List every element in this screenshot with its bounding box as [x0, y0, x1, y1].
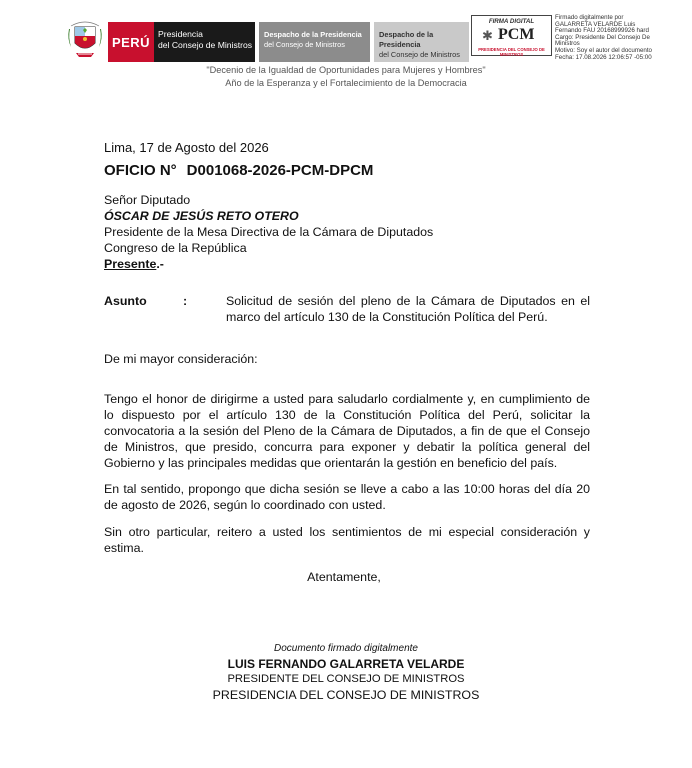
closing-text: Atentamente, [307, 570, 381, 584]
sig-info-line: Firmado digitalmente por [555, 14, 624, 21]
star-icon: ✱ [482, 28, 493, 43]
despacho-header-block-1 [259, 22, 370, 62]
presente-suffix: .- [156, 257, 164, 271]
closing [0, 569, 692, 585]
despacho-2-line-2: del Consejo de Ministros [379, 50, 460, 59]
stamp-label: FIRMA DIGITAL [488, 18, 535, 25]
oficio-heading [104, 163, 373, 179]
addressee-salutation: Señor Diputado [104, 193, 191, 207]
stamp-pcm-logo: PCM [498, 26, 535, 43]
sig-info-line: Fernando FAU 20168999926 hard [555, 27, 649, 35]
letter-date: Lima, 17 de Agosto del 2026 [104, 140, 269, 155]
signer-name: LUIS FERNANDO GALARRETA VELARDE [227, 657, 465, 671]
pcm-header-block [154, 22, 255, 62]
presente-word: Presente [104, 257, 157, 271]
addressee-org: Congreso de la República [104, 241, 247, 255]
national-crest-logo [66, 17, 104, 61]
asunto-colon: : [183, 294, 188, 308]
sig-info-line: Ministros [555, 40, 580, 48]
peru-brand-text: PERÚ [111, 34, 151, 50]
oficio-label: OFICIO N° [104, 162, 177, 179]
addressee-name: ÓSCAR DE JESÚS RETO OTERO [104, 209, 299, 223]
addressee-role: Presidente de la Mesa Directiva de la Cámara de Diputados [104, 225, 434, 239]
asunto-label: Asunto [104, 294, 147, 308]
asunto-text: Solicitud de sesión del pleno de la Cámara de Diputados en el marco del artículo 130 de la Constitución Política del Perú. [226, 294, 590, 324]
presente-line [104, 256, 433, 272]
digital-signature-info [555, 15, 687, 61]
addressee-block [104, 192, 433, 272]
despacho-1-line-2: del Consejo de Ministros [264, 40, 345, 49]
paragraph-3: Sin otro particular, reitero a usted los sentimientos de mi especial consideración y estima. [104, 525, 590, 555]
sig-info-line: Motivo: Soy el autor del documento [555, 46, 652, 54]
pcm-line-2: del Consejo de Ministros [158, 39, 253, 50]
signer-title: PRESIDENTE DEL CONSEJO DE MINISTROS [227, 673, 465, 685]
pcm-line-1: Presidencia [158, 29, 203, 39]
sig-info-line: Cargo: Presidente Del Consejo De [555, 33, 650, 41]
sig-info-line: GALARRETA VELARDE Luis [555, 20, 636, 28]
paragraph-2: En tal sentido, propongo que dicha sesión se lleve a cabo a las 10:00 horas del día 20 de agosto de 2026, según lo coordinado con usted. [104, 482, 590, 512]
signature-note: Documento firmado digitalmente [274, 643, 418, 654]
greeting: De mi mayor consideración: [104, 352, 258, 366]
digital-signature-stamp [471, 15, 552, 56]
peru-brand-logo [108, 22, 154, 62]
despacho-2-line-1: Despacho de la Presidencia [379, 30, 434, 49]
despacho-1-line-1: Despacho de la Presidencia [264, 30, 362, 39]
signer-entity: PRESIDENCIA DEL CONSEJO DE MINISTROS [212, 688, 480, 702]
paragraph-1: Tengo el honor de dirigirme a usted para saludarlo cordialmente y, en cumplimiento de lo dispuesto por el artículo 130 de la Constitución Política del Perú, solicitar la convocatoria a la sesión del Pleno de la Cámara de Diputados, a fin de que el Consejo de Ministros, que presido, concurra para exponer y debatir la política general del Gobierno y las principales medidas que orientarán la gestión en beneficio del país. [104, 392, 590, 470]
sig-info-line: Fecha: 17.08.2026 12:06:57 -05:00 [555, 53, 652, 61]
oficio-number: D001068-2026-PCM-DPCM [186, 162, 374, 179]
year-motto: Año de la Esperanza y el Fortalecimiento de la Democracia [225, 78, 467, 88]
decade-motto: "Decenio de la Igualdad de Oportunidades para Mujeres y Hombres" [206, 65, 486, 75]
despacho-header-block-2 [374, 22, 469, 62]
stamp-subtitle: PRESIDENCIA DEL CONSEJO DE MINISTROS [478, 47, 545, 57]
